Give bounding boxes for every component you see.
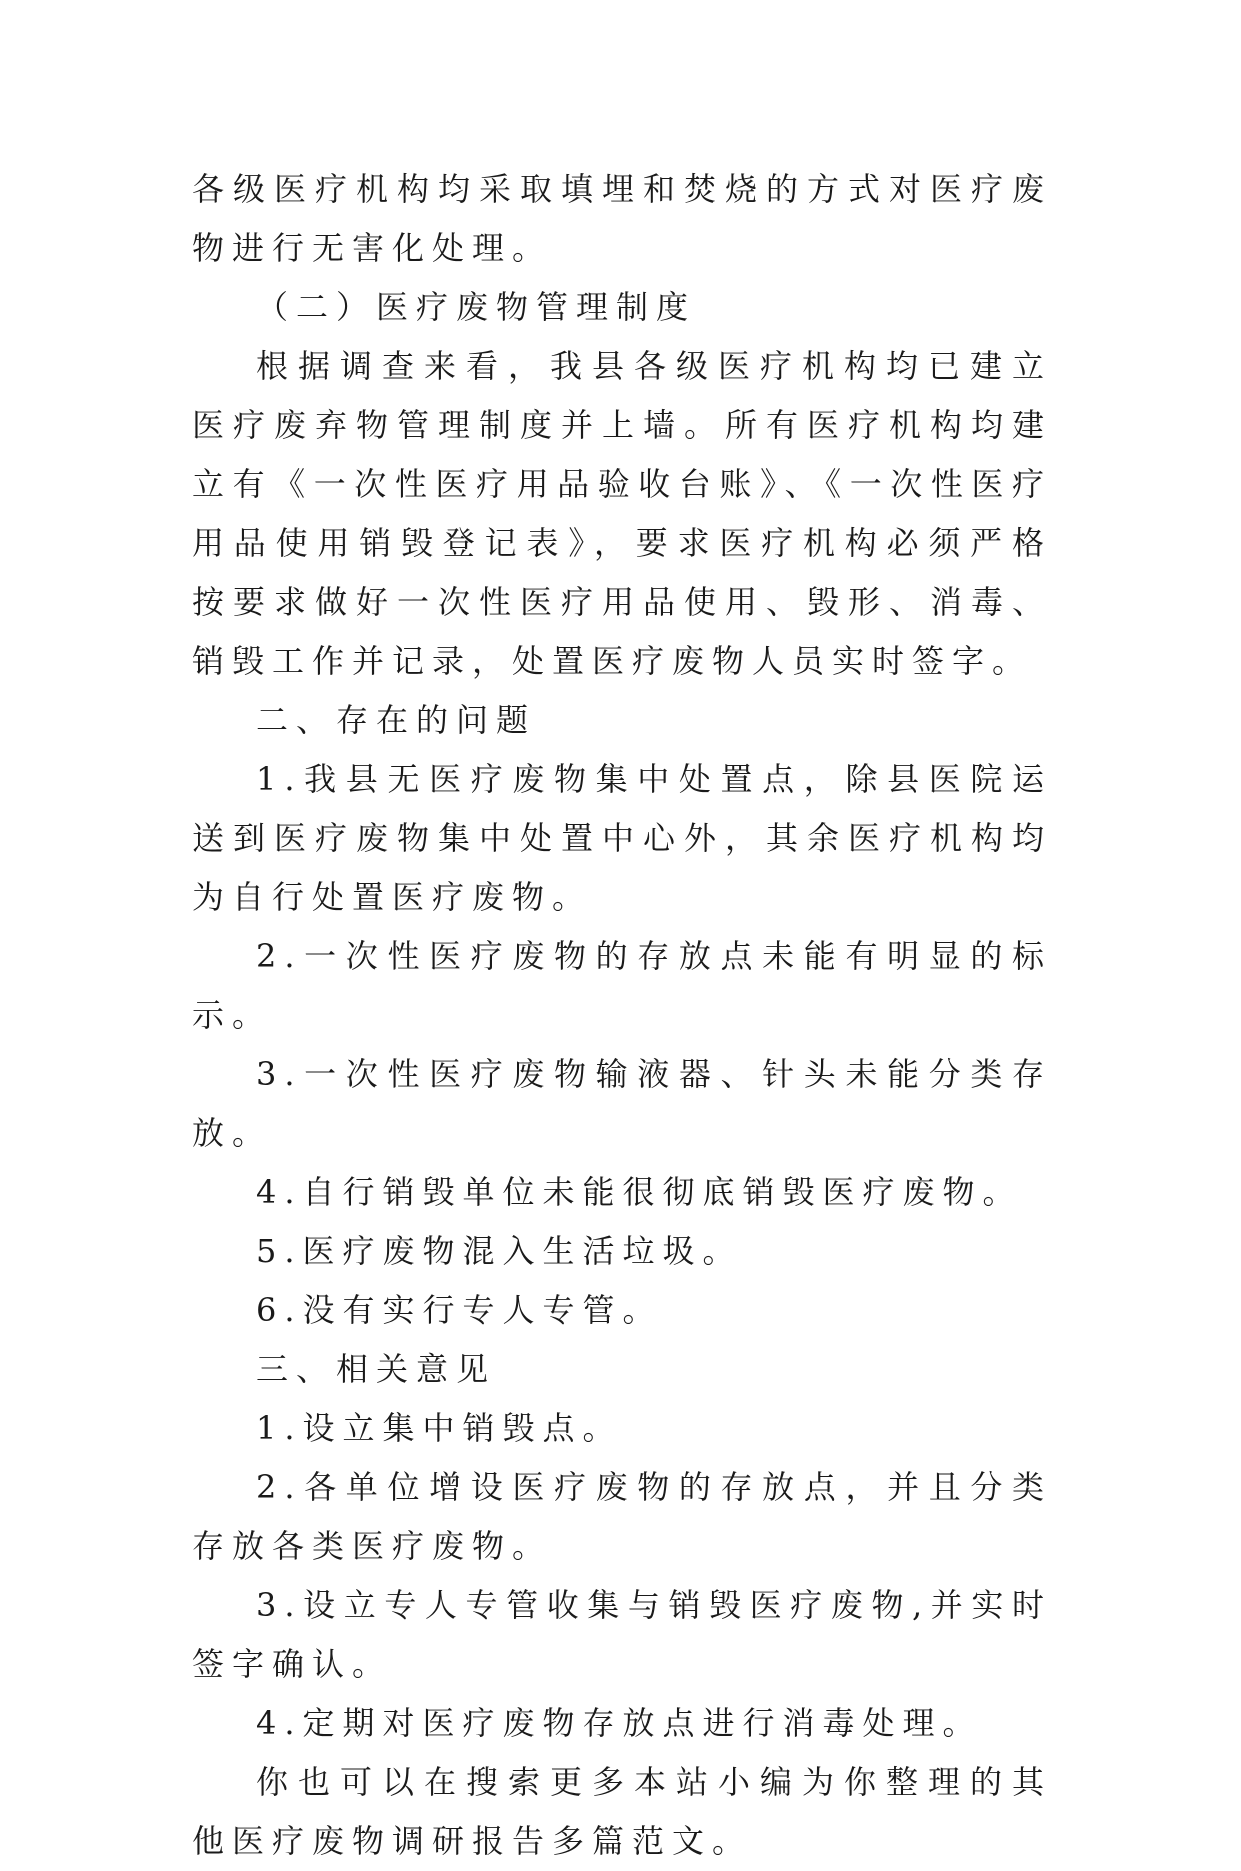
paragraph-survey-findings: 根据调查来看，我县各级医疗机构均已建立医疗废弃物管理制度并上墙。所有医疗机构均建立有《一次性医疗用品验收台账》、《一次性医疗用品使用销毁登记表》，要求医疗机构必须严格按要求做好一次性医疗用品使用、毁形、消毒、销毁工作并记录，处置医疗废物人员实时签字。 xyxy=(192,347,1052,680)
problem-item-6: 6.没有实行专人专管。 xyxy=(256,1291,663,1329)
suggestion-item-3: 3.设立专人专管收集与销毁医疗废物,并实时签字确认。 xyxy=(192,1586,1052,1683)
problem-item-1: 1.我县无医疗废物集中处置点，除县医院运送到医疗废物集中处置中心外，其余医疗机构均为自行处置医疗废物。 xyxy=(192,760,1052,916)
paragraph-continuation: 各级医疗机构均采取填埋和焚烧的方式对医疗废物进行无害化处理。 xyxy=(192,170,1052,267)
section-heading-problems: 二、存在的问题 xyxy=(256,701,537,739)
suggestion-item-2: 2.各单位增设医疗废物的存放点，并且分类存放各类医疗废物。 xyxy=(192,1468,1052,1565)
problem-item-2: 2.一次性医疗废物的存放点未能有明显的标示。 xyxy=(192,937,1052,1034)
problem-item-4: 4.自行销毁单位未能很彻底销毁医疗废物。 xyxy=(256,1173,1023,1211)
section-heading-management-system: （二）医疗废物管理制度 xyxy=(256,288,697,326)
document-body xyxy=(192,160,1052,1871)
section-heading-suggestions: 三、相关意见 xyxy=(256,1350,497,1388)
closing-paragraph: 你也可以在搜索更多本站小编为你整理的其他医疗废物调研报告多篇范文。 xyxy=(192,1763,1052,1860)
suggestion-item-4: 4.定期对医疗废物存放点进行消毒处理。 xyxy=(256,1704,983,1742)
suggestion-item-1: 1.设立集中销毁点。 xyxy=(256,1409,623,1447)
problem-item-3: 3.一次性医疗废物输液器、针头未能分类存放。 xyxy=(192,1055,1052,1152)
problem-item-5: 5.医疗废物混入生活垃圾。 xyxy=(256,1232,743,1270)
